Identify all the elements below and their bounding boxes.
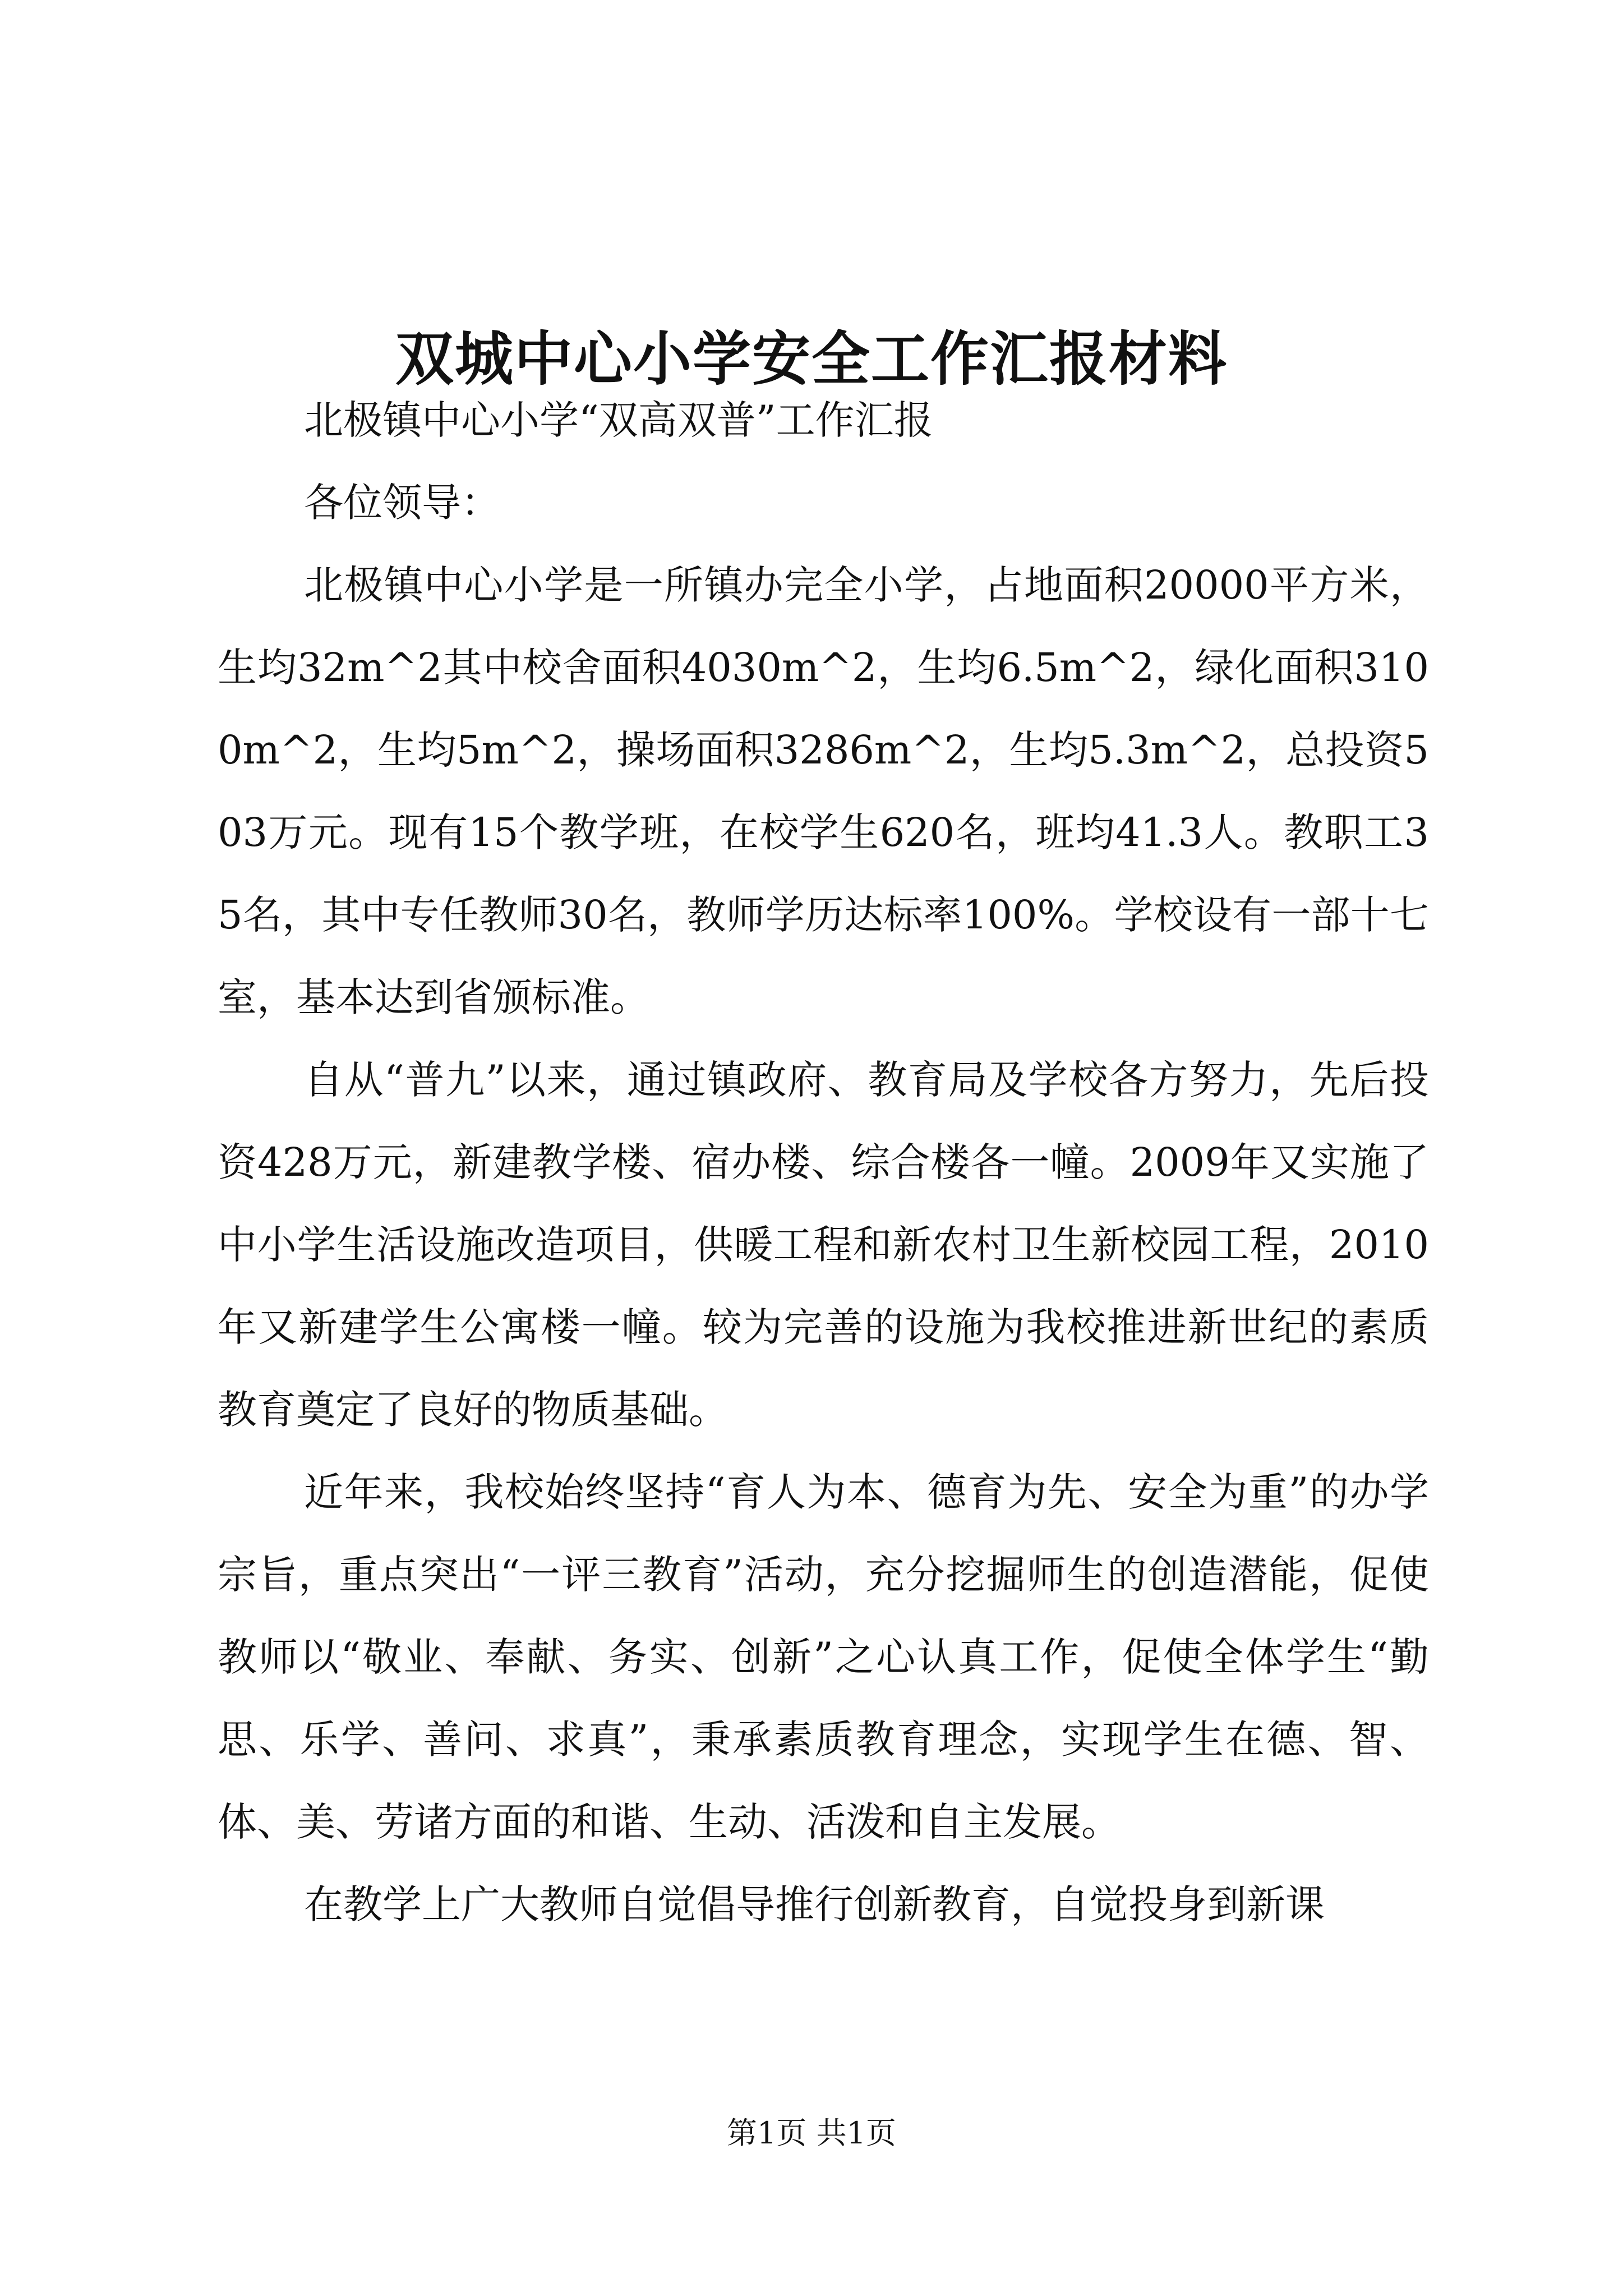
- document-title: 双城中心小学安全工作汇报材料: [395, 324, 1228, 393]
- subtitle-paragraph: 北极镇中心小学“双高双普”工作汇报: [304, 397, 933, 443]
- document-body: [218, 379, 1429, 1946]
- teaching-paragraph: 在教学上广大教师自觉倡导推行创新教育，自觉投身到新课: [304, 1881, 1325, 1927]
- salutation-paragraph: 各位领导：: [304, 480, 500, 526]
- school-overview-paragraph: 北极镇中心小学是一所镇办完全小学，占地面积20000平方米，生均32m^2其中校舍面积4030m^2，生均6.5m^2，绿化面积3100m^2，生均5m^2，操场面积3286m^2，生均5.3m^2，总投资503万元。现有15个教学班，在校学生620名，班均41.3人。教职工35名，其中专任教师30名，教师学历达标率100%。学校设有一部十七室，基本达到省颁标准。: [218, 562, 1429, 1020]
- philosophy-paragraph: 近年来，我校始终坚持“育人为本、德育为先、安全为重”的办学宗旨，重点突出“一评三教育”活动，充分挖掘师生的创造潜能，促使教师以“敬业、奉献、务实、创新”之心认真工作，促使全体学生“勤思、乐学、善问、求真”，秉承素质教育理念，实现学生在德、智、体、美、劳诸方面的和谐、生动、活泼和自主发展。: [218, 1469, 1429, 1845]
- page-footer: 第1页 共1页: [727, 2115, 896, 2151]
- construction-paragraph: 自从“普九”以来，通过镇政府、教育局及学校各方努力，先后投资428万元，新建教学楼、宿办楼、综合楼各一幢。2009年又实施了中小学生活设施改造项目，供暖工程和新农村卫生新校园工程，2010年又新建学生公寓楼一幢。较为完善的设施为我校推进新世纪的素质教育奠定了良好的物质基础。: [218, 1057, 1429, 1433]
